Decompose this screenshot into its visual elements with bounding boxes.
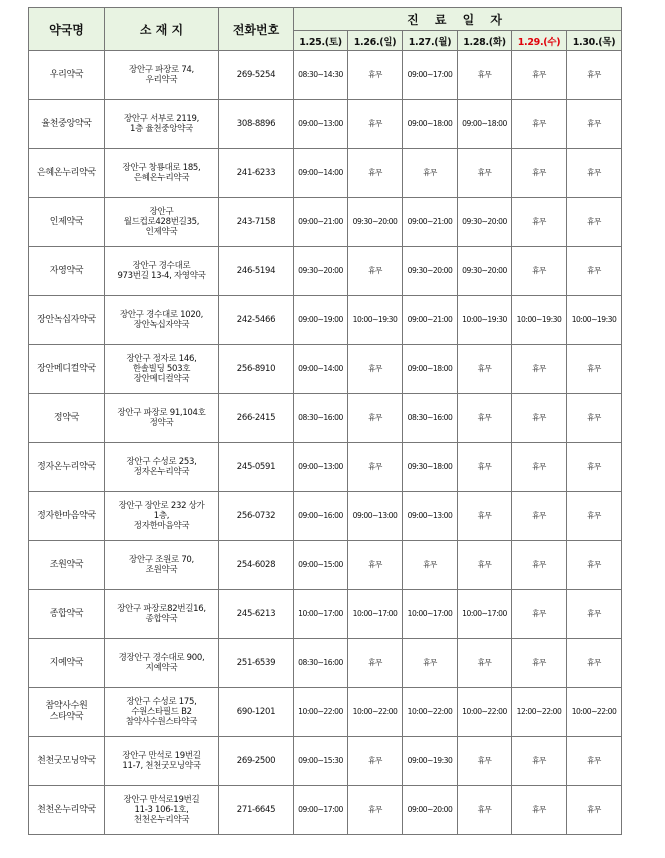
address-line: 장안구 파장로 91,104호 — [117, 407, 206, 418]
table-row — [29, 737, 622, 786]
pharmacy-address — [105, 443, 219, 492]
address-line: 장안구 만석로 19번길 — [122, 750, 201, 761]
hours-cell: 09:00~18:00 — [458, 100, 512, 149]
hours-cell: 10:00~22:00 — [458, 688, 512, 737]
hours-cell: 휴무 — [512, 541, 567, 590]
address-line: 장안구 장안로 232 상가 — [118, 500, 205, 511]
hours-cell: 08:30~16:00 — [294, 639, 348, 688]
hours-cell: 09:00~16:00 — [294, 492, 348, 541]
address-line: 은혜온누리약국 — [133, 173, 190, 183]
hours-cell: 휴무 — [567, 198, 622, 247]
hours-cell: 휴무 — [567, 492, 622, 541]
pharmacy-name: 정약국 — [29, 394, 105, 443]
header-address: 소 재 지 — [105, 8, 219, 51]
hours-cell: 휴무 — [512, 198, 567, 247]
address-line: 1층 율천중앙약국 — [130, 124, 193, 134]
hours-cell: 09:00~19:30 — [403, 737, 458, 786]
table-row — [29, 443, 622, 492]
pharmacy-address — [105, 786, 219, 835]
hours-cell: 휴무 — [567, 345, 622, 394]
pharmacy-name: 조원약국 — [29, 541, 105, 590]
hours-cell: 10:00~19:30 — [512, 296, 567, 345]
address-line: 장안구 파장로 74, — [129, 64, 194, 75]
hours-cell: 휴무 — [512, 786, 567, 835]
hours-cell: 휴무 — [512, 590, 567, 639]
address-line: 장안구 파장로82번길16, — [117, 603, 206, 614]
pharmacy-name — [29, 688, 105, 737]
hours-cell: 09:00~14:00 — [294, 345, 348, 394]
hours-cell: 휴무 — [512, 737, 567, 786]
hours-cell: 휴무 — [348, 541, 403, 590]
hours-cell: 휴무 — [567, 737, 622, 786]
address-line: 973번길 13-4, 자영약국 — [117, 271, 206, 281]
table-row — [29, 541, 622, 590]
hours-cell: 09:30~20:00 — [458, 198, 512, 247]
table-row — [29, 247, 622, 296]
hours-cell: 휴무 — [567, 590, 622, 639]
pharmacy-name: 우리약국 — [29, 51, 105, 100]
address-line: 장안녹십자약국 — [133, 320, 190, 330]
header-date: 1.25.(토) — [294, 31, 348, 51]
hours-cell: 휴무 — [348, 51, 403, 100]
address-line: 경장안구 경수대로 900, — [118, 652, 205, 663]
pharmacy-name-line: 스타약국 — [49, 712, 84, 722]
table-row — [29, 688, 622, 737]
hours-cell: 09:00~21:00 — [403, 198, 458, 247]
pharmacy-address — [105, 541, 219, 590]
hours-cell: 휴무 — [512, 149, 567, 198]
pharmacy-phone: 241-6233 — [219, 149, 294, 198]
hours-cell: 휴무 — [458, 786, 512, 835]
header-date: 1.26.(일) — [348, 31, 403, 51]
hours-cell: 휴무 — [458, 639, 512, 688]
pharmacy-phone: 254-6028 — [219, 541, 294, 590]
hours-cell: 09:00~15:30 — [294, 737, 348, 786]
hours-cell: 휴무 — [458, 737, 512, 786]
hours-cell: 09:30~20:00 — [348, 198, 403, 247]
hours-cell: 휴무 — [403, 639, 458, 688]
hours-cell: 휴무 — [348, 149, 403, 198]
address-line: 우리약국 — [145, 75, 178, 85]
hours-cell: 휴무 — [348, 737, 403, 786]
hours-cell: 휴무 — [512, 394, 567, 443]
hours-cell: 10:00~19:30 — [567, 296, 622, 345]
pharmacy-address — [105, 737, 219, 786]
pharmacy-name: 천천온누리약국 — [29, 786, 105, 835]
pharmacy-schedule-table — [28, 7, 622, 835]
hours-cell: 휴무 — [512, 345, 567, 394]
pharmacy-name: 율천중앙약국 — [29, 100, 105, 149]
hours-cell: 휴무 — [403, 541, 458, 590]
hours-cell: 휴무 — [348, 639, 403, 688]
hours-cell: 12:00~22:00 — [512, 688, 567, 737]
hours-cell: 휴무 — [348, 247, 403, 296]
hours-cell: 08:30~16:00 — [403, 394, 458, 443]
address-line: 11-3 106-1호, — [134, 804, 189, 815]
pharmacy-address — [105, 688, 219, 737]
pharmacy-address — [105, 394, 219, 443]
address-line: 장안구 정자로 146, — [126, 353, 197, 364]
hours-cell: 휴무 — [348, 345, 403, 394]
address-line: 1층, — [153, 510, 170, 521]
hours-cell: 휴무 — [567, 639, 622, 688]
pharmacy-name: 은혜온누리약국 — [29, 149, 105, 198]
table-row — [29, 198, 622, 247]
header-date: 1.28.(화) — [458, 31, 512, 51]
hours-cell: 09:30~20:00 — [294, 247, 348, 296]
hours-cell: 09:00~21:00 — [294, 198, 348, 247]
pharmacy-address — [105, 345, 219, 394]
pharmacy-address — [105, 247, 219, 296]
pharmacy-phone: 266-2415 — [219, 394, 294, 443]
pharmacy-name: 자영약국 — [29, 247, 105, 296]
hours-cell: 09:00~18:00 — [403, 345, 458, 394]
pharmacy-phone: 256-0732 — [219, 492, 294, 541]
hours-cell: 휴무 — [458, 394, 512, 443]
address-line: 수원스타필드 B2 — [131, 706, 192, 717]
address-line: 지예약국 — [145, 663, 178, 673]
pharmacy-phone: 243-7158 — [219, 198, 294, 247]
address-line: 천천온누리약국 — [133, 815, 190, 826]
pharmacy-name: 정자한마음약국 — [29, 492, 105, 541]
pharmacy-name: 정자온누리약국 — [29, 443, 105, 492]
hours-cell: 09:00~13:00 — [294, 443, 348, 492]
address-line: 장안구 조원로 70, — [129, 554, 194, 565]
hours-cell: 09:00~19:00 — [294, 296, 348, 345]
hours-cell: 09:00~20:00 — [403, 786, 458, 835]
address-line: 인제약국 — [145, 227, 178, 238]
hours-cell: 휴무 — [348, 100, 403, 149]
pharmacy-phone: 256-8910 — [219, 345, 294, 394]
pharmacy-schedule — [28, 7, 622, 835]
header-date: 1.30.(목) — [567, 31, 622, 51]
hours-cell: 09:30~18:00 — [403, 443, 458, 492]
address-line: 장안구 서부로 2119, — [123, 113, 200, 124]
hours-cell: 휴무 — [348, 786, 403, 835]
pharmacy-address — [105, 51, 219, 100]
pharmacy-address — [105, 639, 219, 688]
header-phone: 전화번호 — [219, 8, 294, 51]
hours-cell: 휴무 — [458, 51, 512, 100]
address-line: 장안메디컬약국 — [133, 374, 190, 385]
table-row — [29, 590, 622, 639]
pharmacy-address — [105, 100, 219, 149]
pharmacy-phone: 690-1201 — [219, 688, 294, 737]
hours-cell: 10:00~17:00 — [458, 590, 512, 639]
address-line: 종합약국 — [145, 614, 178, 624]
hours-cell: 휴무 — [458, 149, 512, 198]
hours-cell: 휴무 — [512, 100, 567, 149]
pharmacy-address — [105, 590, 219, 639]
pharmacy-phone: 245-0591 — [219, 443, 294, 492]
hours-cell: 휴무 — [567, 100, 622, 149]
address-line: 정약국 — [149, 418, 174, 428]
hours-cell: 10:00~19:30 — [458, 296, 512, 345]
header-date: 1.29.(수) — [512, 31, 567, 51]
hours-cell: 휴무 — [458, 443, 512, 492]
table-row — [29, 345, 622, 394]
pharmacy-name: 지예약국 — [29, 639, 105, 688]
hours-cell: 10:00~17:00 — [348, 590, 403, 639]
hours-cell: 08:30~16:00 — [294, 394, 348, 443]
pharmacy-name: 장안메디컬약국 — [29, 345, 105, 394]
address-line: 정자한마음약국 — [133, 521, 190, 532]
table-row — [29, 100, 622, 149]
hours-cell: 10:00~17:00 — [403, 590, 458, 639]
hours-cell: 휴무 — [458, 492, 512, 541]
pharmacy-phone: 269-5254 — [219, 51, 294, 100]
hours-cell: 휴무 — [512, 639, 567, 688]
hours-cell: 09:00~15:00 — [294, 541, 348, 590]
address-line: 장안구 만석로19번길 — [123, 794, 200, 805]
hours-cell: 09:00~17:00 — [294, 786, 348, 835]
pharmacy-phone: 246-5194 — [219, 247, 294, 296]
table-row — [29, 296, 622, 345]
address-line: 장안구 경수대로 1020, — [119, 309, 203, 320]
hours-cell: 휴무 — [348, 394, 403, 443]
address-line: 장안구 수성로 253, — [126, 456, 197, 467]
hours-cell: 09:00~13:00 — [294, 100, 348, 149]
hours-cell: 10:00~17:00 — [294, 590, 348, 639]
hours-cell: 휴무 — [512, 443, 567, 492]
hours-cell: 휴무 — [567, 51, 622, 100]
header-date: 1.27.(월) — [403, 31, 458, 51]
pharmacy-name: 천천굿모닝약국 — [29, 737, 105, 786]
pharmacy-phone: 269-2500 — [219, 737, 294, 786]
hours-cell: 10:00~19:30 — [348, 296, 403, 345]
hours-cell: 휴무 — [567, 541, 622, 590]
hours-cell: 휴무 — [567, 394, 622, 443]
address-line: 장안구 수성로 175, — [126, 696, 197, 707]
hours-cell: 휴무 — [458, 541, 512, 590]
address-line: 11-7, 천천굿모닝약국 — [122, 761, 201, 771]
pharmacy-address — [105, 198, 219, 247]
address-line: 장안구 경수대로 — [132, 260, 191, 271]
hours-cell: 휴무 — [567, 247, 622, 296]
hours-cell: 10:00~22:00 — [567, 688, 622, 737]
pharmacy-phone: 271-6645 — [219, 786, 294, 835]
pharmacy-phone: 245-6213 — [219, 590, 294, 639]
hours-cell: 09:00~13:00 — [348, 492, 403, 541]
pharmacy-phone: 308-8896 — [219, 100, 294, 149]
table-row — [29, 149, 622, 198]
hours-cell: 10:00~22:00 — [294, 688, 348, 737]
table-row — [29, 51, 622, 100]
pharmacy-address — [105, 149, 219, 198]
address-line: 월드컵로428번길35, — [123, 216, 200, 227]
table-row — [29, 394, 622, 443]
header-name: 약국명 — [29, 8, 105, 51]
hours-cell: 09:00~17:00 — [403, 51, 458, 100]
table-row — [29, 639, 622, 688]
hours-cell: 휴무 — [348, 443, 403, 492]
hours-cell: 휴무 — [567, 443, 622, 492]
hours-cell: 09:30~20:00 — [458, 247, 512, 296]
address-line: 조원약국 — [145, 565, 178, 575]
hours-cell: 09:00~13:00 — [403, 492, 458, 541]
pharmacy-address — [105, 492, 219, 541]
address-line: 한솔빌딩 503호 — [132, 363, 191, 374]
table-row — [29, 492, 622, 541]
pharmacy-name-line: 참약사수원 — [45, 701, 88, 712]
hours-cell: 휴무 — [512, 492, 567, 541]
address-line: 정자온누리약국 — [133, 467, 190, 477]
header-schedule: 진 료 일 자 — [294, 8, 622, 31]
hours-cell: 휴무 — [567, 149, 622, 198]
address-line: 장안구 — [149, 206, 174, 217]
hours-cell: 휴무 — [458, 345, 512, 394]
pharmacy-phone: 242-5466 — [219, 296, 294, 345]
hours-cell: 08:30~14:30 — [294, 51, 348, 100]
hours-cell: 휴무 — [403, 149, 458, 198]
hours-cell: 09:00~21:00 — [403, 296, 458, 345]
hours-cell: 휴무 — [567, 786, 622, 835]
hours-cell: 10:00~22:00 — [403, 688, 458, 737]
table-row — [29, 786, 622, 835]
hours-cell: 09:00~14:00 — [294, 149, 348, 198]
hours-cell: 휴무 — [512, 247, 567, 296]
pharmacy-name: 장안녹십자약국 — [29, 296, 105, 345]
address-line: 참약사수원스타약국 — [125, 717, 198, 728]
hours-cell: 09:00~18:00 — [403, 100, 458, 149]
address-line: 장안구 창룡대로 185, — [122, 162, 201, 173]
pharmacy-address — [105, 296, 219, 345]
hours-cell: 10:00~22:00 — [348, 688, 403, 737]
pharmacy-name: 종합약국 — [29, 590, 105, 639]
hours-cell: 09:30~20:00 — [403, 247, 458, 296]
pharmacy-phone: 251-6539 — [219, 639, 294, 688]
hours-cell: 휴무 — [512, 51, 567, 100]
pharmacy-name: 인제약국 — [29, 198, 105, 247]
